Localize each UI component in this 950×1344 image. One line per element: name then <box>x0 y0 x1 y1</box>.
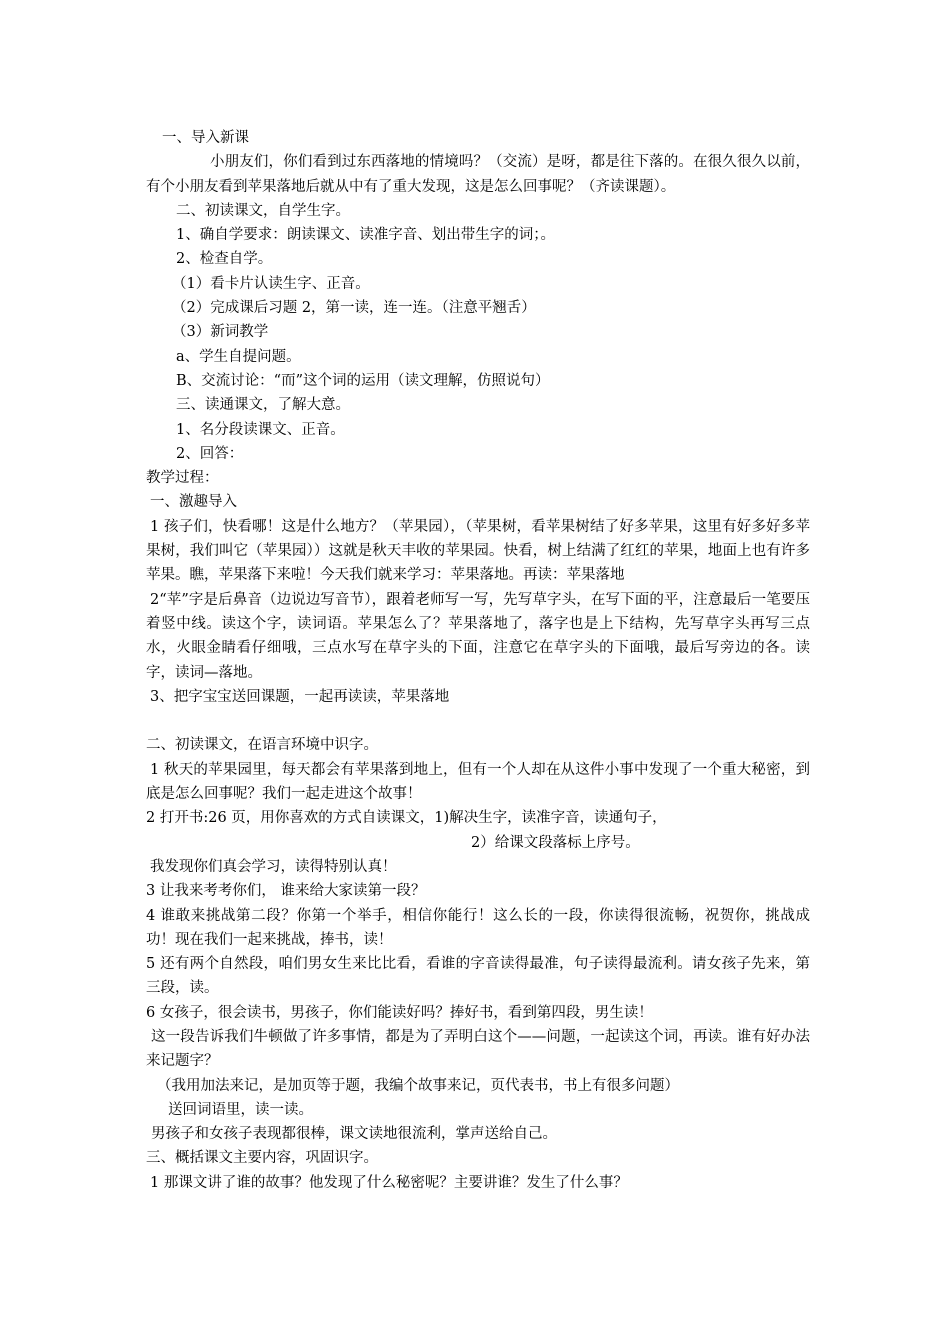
paragraph-boys-girls: 5 还有两个自然段，咱们男女生来比比看，看谁的字音读得最准，句子读得最流利。请女孩子先来，第三段，读。 <box>146 956 810 997</box>
list-item: 2、检查自学。 <box>176 251 273 268</box>
section-heading-teaching-process: 教学过程： <box>146 470 219 487</box>
paragraph-open-book: 2 打开书:26 页，用你喜欢的方式自读课文，1)解决生字，读准字音，读通句子， <box>146 810 667 827</box>
paragraph-step-3: 3、把字宝宝送回课题，一起再读读，苹果落地 <box>150 688 450 705</box>
paragraph-memory-method: （我用加法来记，是加页等于题，我编个故事来记，页代表书，书上有很多问题） <box>157 1077 679 1094</box>
paragraph-story-question: 1 那课文讲了谁的故事？他发现了什么秘密呢？主要讲谁？发生了什么事？ <box>150 1174 628 1191</box>
list-item: （3）新词教学 <box>172 324 269 341</box>
section-heading-import: 一、导入新课 <box>162 130 249 146</box>
list-item: （1）看卡片认读生字、正音。 <box>172 275 370 292</box>
section-heading-reading-through: 三、读通课文，了解大意。 <box>176 397 350 414</box>
list-item: 2、回答： <box>176 445 244 462</box>
section-heading-context-literacy: 二、初读课文，在语言环境中识字。 <box>146 737 378 754</box>
section-heading-summary: 三、概括课文主要内容，巩固识字。 <box>146 1150 378 1167</box>
paragraph-praise: 我发现你们真会学习，读得特别认真！ <box>150 858 397 875</box>
list-item: B、交流讨论：“而”这个词的运用（读文理解，仿照说句） <box>176 372 550 389</box>
blank-line <box>146 709 810 733</box>
list-item: 1、确自学要求：朗读课文、读准字音、划出带生字的词；。 <box>176 227 555 244</box>
paragraph-fourth-section: 6 女孩子，很会读书，男孩子，你们能读好吗？捧好书，看到第四段，男生读！ <box>146 1004 653 1021</box>
paragraph-challenge: 4 谁敢来挑战第二段？你第一个举手，相信你能行！这么长的一段，你读得很流畅，祝贺你，挑战成功！现在我们一起来挑战，捧书，读！ <box>146 907 810 948</box>
paragraph-return-words: 送回词语里，读一读。 <box>168 1101 313 1118</box>
paragraph-test: 3 让我来考考你们， 谁来给大家读第一段？ <box>146 883 426 900</box>
paragraph-intro: 小朋友们，你们看到过东西落地的情境吗？（交流）是呀，都是往下落的。在很久很久以前，有个小朋友看到苹果落地后就从中有了重大发现，这是怎么回事呢？（齐读课题）。 <box>146 154 810 195</box>
document-body <box>146 126 810 1195</box>
paragraph-mark-numbers: 2）给课文段落标上序号。 <box>471 834 640 851</box>
list-item: 1、名分段读课文、正音。 <box>176 421 345 438</box>
list-item: （2）完成课后习题 2，第一读，连一连。（注意平翘舌） <box>172 300 536 317</box>
section-heading-warm-up: 一、激趣导入 <box>150 494 237 511</box>
list-item: a、学生自提问题。 <box>176 348 301 365</box>
paragraph-autumn-orchard: 1 秋天的苹果园里，每天都会有苹果落到地上，但有一个人却在从这件小事中发现了一个重大秘密，到底是怎么回事呢？我们一起走进这个故事！ <box>146 761 810 803</box>
paragraph-newton: 这一段告诉我们牛顿做了许多事情，都是为了弄明白这个——问题，一起读这个词，再读。谁有好办法来记题字？ <box>146 1028 810 1070</box>
paragraph-step-2: 2“苹”字是后鼻音（边说边写音节），跟着老师写一写，先写草字头，在写下面的平，注意最后一笔要压着竖中线。读这个字，读词语。苹果怎么了？苹果落地了，落字也是上下结构，先写草字头再写三点水，火眼金睛看仔细哦，三点水写在草字头的下面，注意它在草字头的下面哦，最后写旁边的各。读字，读词—落地。 <box>146 591 810 681</box>
paragraph-step-1: 1 孩子们，快看哪！这是什么地方？（苹果园），（苹果树，看苹果树结了好多苹果，这里有好多好多苹果树，我们叫它（苹果园））这就是秋天丰收的苹果园。快看，树上结满了红红的苹果，地面上也有许多苹果。瞧，苹果落下来啦！今天我们就来学习：苹果落地。再读：苹果落地 <box>146 518 810 584</box>
section-heading-first-reading: 二、初读课文，自学生字。 <box>176 202 350 219</box>
paragraph-applause: 男孩子和女孩子表现都很棒，课文读地很流利，掌声送给自己。 <box>151 1126 557 1143</box>
